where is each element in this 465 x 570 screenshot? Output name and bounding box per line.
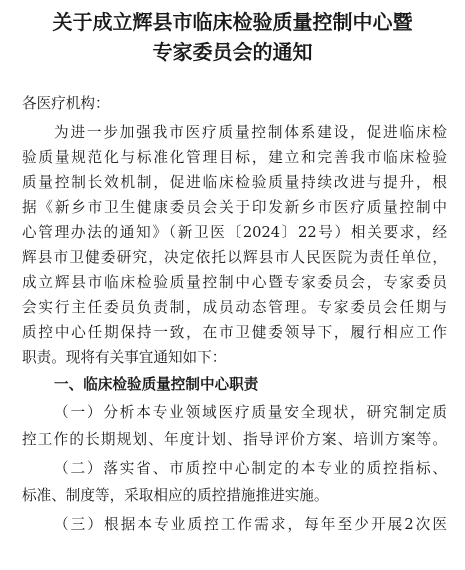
paragraph-line: 控工作的长期规划、年度计划、指导评价方案、培训方案等。 bbox=[22, 431, 447, 448]
document-title-line-1: 关于成立辉县市临床检验质量控制中心暨 bbox=[52, 10, 413, 34]
paragraph-line: 质量控制长效机制，促进临床检验质量持续改进与提升，根 bbox=[22, 174, 447, 191]
paragraph-line: 心管理办法的通知》（新卫医〔2024〕22号）相关要求，经 bbox=[22, 224, 447, 241]
paragraph-line: （三）根据本专业质控工作需求，每年至少开展2次医 bbox=[54, 516, 447, 533]
paragraph-line: 辉县市卫健委研究，决定依托以辉县市人民医院为责任单位， bbox=[22, 249, 447, 266]
paragraph-line: 为进一步加强我市医疗质量控制体系建设，促进临床检 bbox=[54, 124, 447, 141]
section-heading: 一、临床检验质量控制中心职责 bbox=[54, 376, 259, 393]
paragraph-line: （二）落实省、市质控中心制定的本专业的质控指标、 bbox=[54, 460, 447, 477]
paragraph-line: 据《新乡市卫生健康委员会关于印发新乡市医疗质量控制中 bbox=[22, 199, 447, 216]
paragraph-line: 会实行主任委员负责制，成员动态管理。专家委员会任期与 bbox=[22, 299, 447, 316]
paragraph-line: （一）分析本专业领域医疗质量安全现状，研究制定质 bbox=[54, 404, 447, 421]
paragraph-line: 标准、制度等，采取相应的质控措施推进实施。 bbox=[22, 487, 329, 504]
paragraph-line: 质控中心任期保持一致，在市卫健委领导下，履行相应工作 bbox=[22, 324, 447, 341]
salutation: 各医疗机构： bbox=[22, 95, 110, 112]
paragraph-line: 成立辉县市临床检验质量控制中心暨专家委员会，专家委员 bbox=[22, 274, 447, 291]
paragraph-line: 职责。现将有关事宜通知如下： bbox=[22, 349, 227, 366]
document-title-line-2: 专家委员会的通知 bbox=[152, 40, 313, 64]
paragraph-line: 验质量规范化与标准化管理目标，建立和完善我市临床检验 bbox=[22, 149, 447, 166]
